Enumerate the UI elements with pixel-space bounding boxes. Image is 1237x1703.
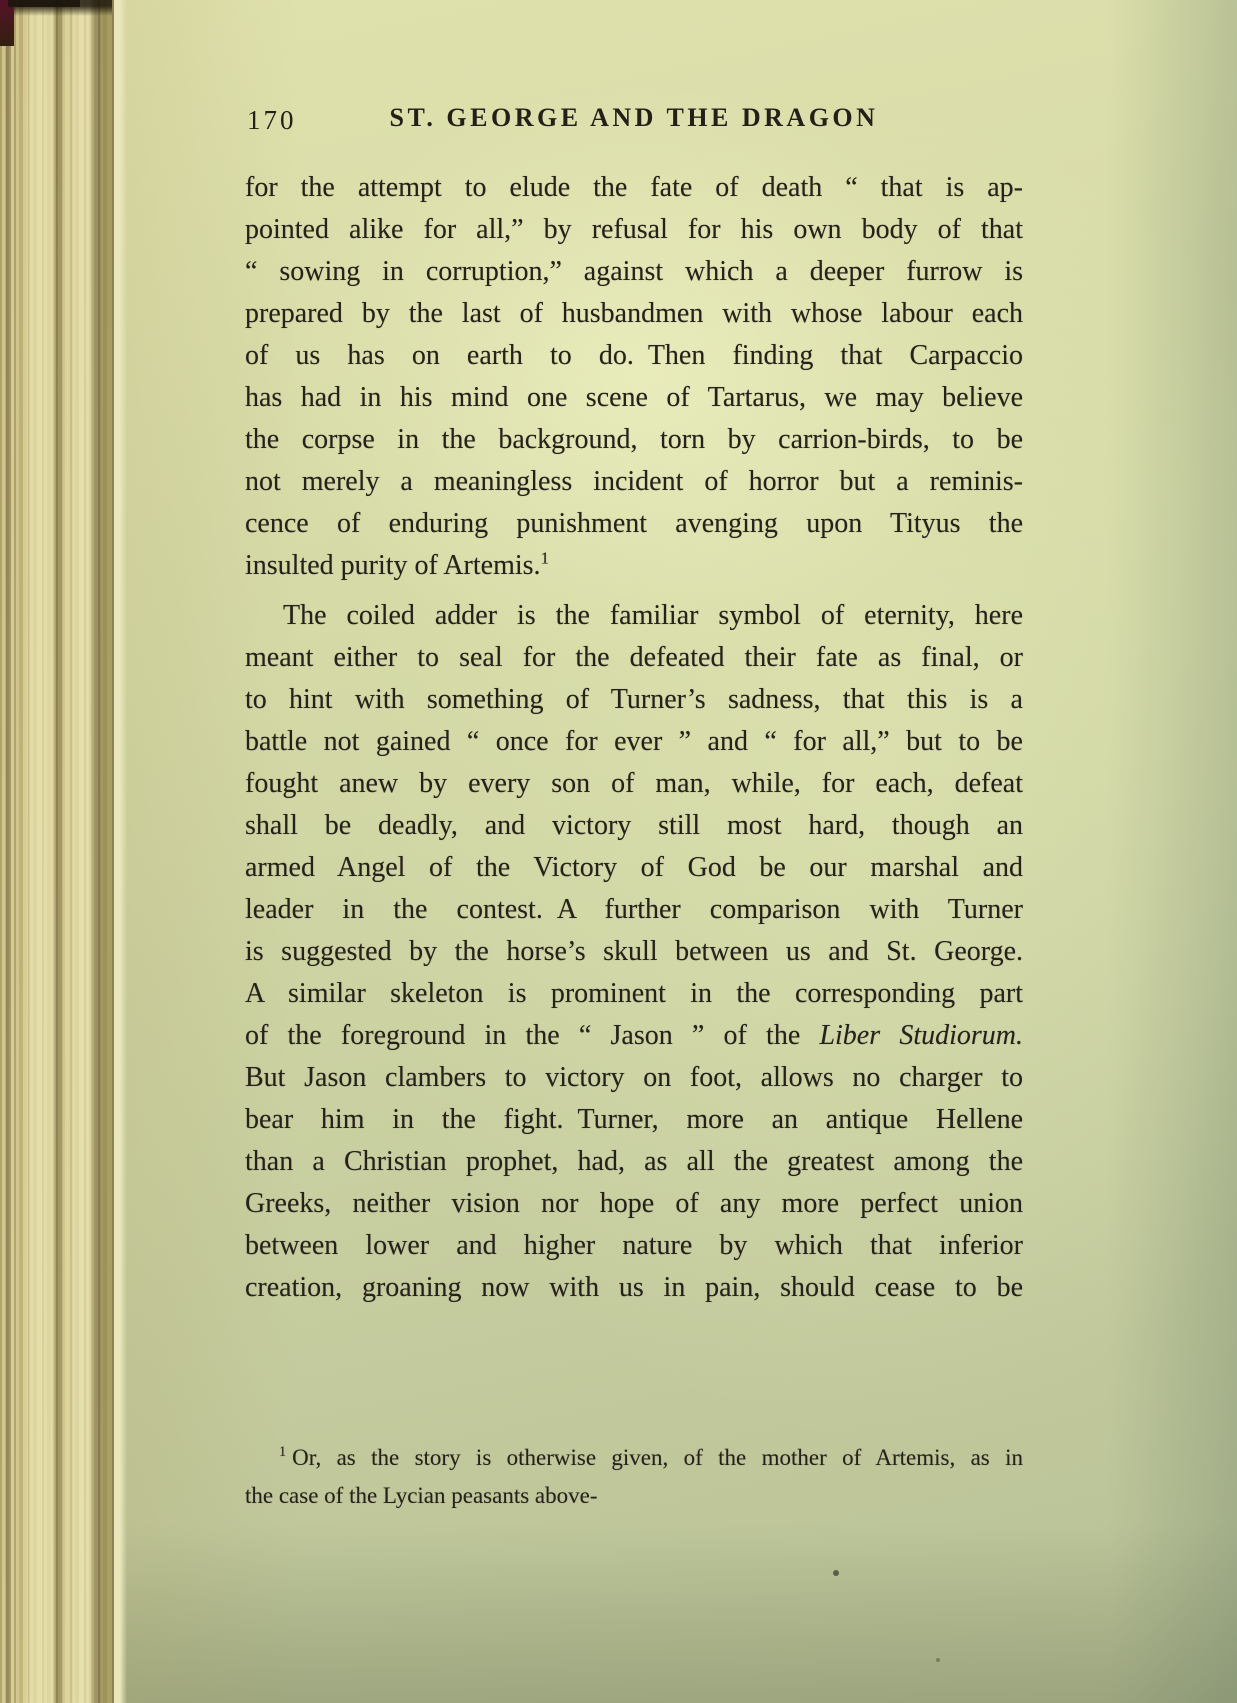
text-line: bear him in the fight. Turner, more an antique Hellene [245,1104,1023,1135]
text-line: The coiled adder is the familiar symbol of eternity, here [283,600,1023,631]
text-segment: insulted purity of Artemis. [245,550,541,581]
page-gutter-highlight [112,0,128,1703]
page-number: 170 [247,105,297,135]
text-line: to hint with something of Turner’s sadness, that this is a [245,684,1023,715]
text-line: not merely a meaningless incident of horror but a reminis- [245,466,1023,497]
text-line: prepared by the last of husbandmen with whose labour each [245,298,1023,329]
ink-dot [833,1570,839,1576]
text-segment: of the foreground in the “ Jason ” of the [245,1020,820,1051]
text-line: the corpse in the background, torn by carrion-birds, to be [245,424,1023,455]
footnote [245,1439,1023,1515]
text-line: creation, groaning now with us in pain, should cease to be [245,1272,1023,1303]
book-page-edges [0,0,112,1703]
text-line: cence of enduring punishment avenging upon Tityus the [245,508,1023,539]
text-line: A similar skeleton is prominent in the corresponding part [245,978,1023,1009]
text-line: Greeks, neither vision nor hope of any more perfect union [245,1188,1023,1219]
footnote-marker: 1 [279,1444,287,1461]
italic-book-title: Liber Studiorum. [819,1020,1023,1051]
binding-top-edge [8,0,80,7]
running-title: ST. GEORGE AND THE DRAGON [389,103,879,132]
text-column [245,103,1023,1515]
text-line: between lower and higher nature by which that inferior [245,1230,1023,1261]
footnote-text: Or, as the story is otherwise given, of the mother of Artemis, as in [292,1445,1023,1470]
text-line [245,1015,1023,1057]
text-line: has had in his mind one scene of Tartarus, we may believe [245,382,1023,413]
text-line: of us has on earth to do. Then finding that Carpaccio [245,340,1023,371]
paragraph-1 [245,167,1023,587]
ink-speck [936,1658,940,1662]
paragraph-2 [245,595,1023,1309]
text-line: shall be deadly, and victory still most hard, though an [245,810,1023,841]
text-line: than a Christian prophet, had, as all the greatest among the [245,1146,1023,1177]
text-line: armed Angel of the Victory of God be our marshal and [245,852,1023,883]
page-header [245,103,1023,143]
text-line: is suggested by the horse’s skull between us and St. George. [245,936,1023,967]
text-line [245,545,1023,587]
text-line: battle not gained “ once for ever ” and “ for all,” but to be [245,726,1023,757]
footnote-line: the case of the Lycian peasants above- [245,1483,598,1508]
text-line: But Jason clambers to victory on foot, allows no charger to [245,1062,1023,1093]
text-line: fought anew by every son of man, while, for each, defeat [245,768,1023,799]
text-line: pointed alike for all,” by refusal for his own body of that [245,214,1023,245]
text-line: meant either to seal for the defeated their fate as final, or [245,642,1023,673]
text-line: for the attempt to elude the fate of death “ that is ap- [245,172,1023,203]
footnote-reference: 1 [540,548,550,568]
text-line: “ sowing in corruption,” against which a deeper furrow is [245,256,1023,287]
footnote-line [245,1439,1023,1477]
text-line: leader in the contest. A further comparison with Turner [245,894,1023,925]
